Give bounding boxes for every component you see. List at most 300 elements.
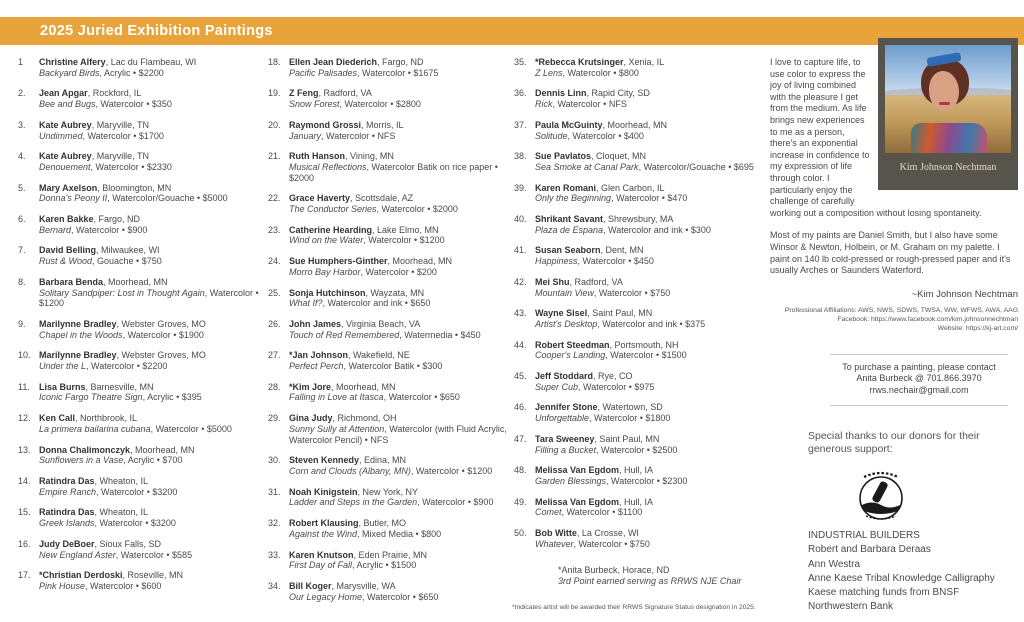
entry-title-line (289, 235, 445, 246)
entry-number: 35. (514, 57, 527, 67)
painting-info: , Watercolor • $3200 (96, 486, 178, 497)
entry-body (289, 550, 427, 571)
entry-artist-line (39, 88, 172, 99)
entry-artist-line (289, 319, 481, 330)
painting-info: , Watercolor • $1100 (561, 507, 643, 518)
entry-number: 24. (268, 256, 281, 267)
sponsor-item: Northwestern Bank (808, 601, 894, 613)
artist-location: , Rye, CO (593, 371, 633, 382)
entry-number: 22. (268, 193, 281, 204)
entry-body (289, 256, 452, 277)
painting-info: , Watercolor • $1200 (363, 235, 445, 246)
entry-number: 6. (18, 214, 26, 225)
painting-info: , Watercolor Batik • $300 (343, 361, 443, 372)
entry-title-line (535, 476, 687, 487)
entry-title-line (39, 424, 232, 435)
artist-name: Dennis Linn (535, 88, 587, 99)
artist-location: , Lac du Flambeau, WI (105, 57, 197, 67)
entry-title-line (39, 361, 206, 372)
painting-title: Solitude (535, 130, 568, 141)
entry-artist-line (289, 581, 438, 592)
entry-artist-line (535, 245, 654, 256)
entry-body (289, 120, 404, 141)
entry-body (39, 88, 172, 109)
entry-number: 15. (18, 507, 31, 518)
painting-entry (268, 193, 512, 214)
artist-location: , Roseville, MN (122, 570, 184, 581)
artist-name: Judy DeBoer (39, 538, 95, 549)
painting-title: Only the Beginning (535, 193, 612, 204)
painting-title: Whatever (535, 538, 574, 549)
painting-info: , Watercolor • $975 (578, 381, 655, 392)
entry-number: 28. (268, 381, 281, 392)
entry-artist-line (39, 151, 172, 162)
painting-info: , Watercolor • $350 (95, 99, 172, 110)
painting-entry (18, 350, 260, 371)
artist-name: Robert Steedman (535, 339, 610, 350)
painting-entry (18, 151, 260, 172)
entry-title-line (39, 162, 172, 173)
entry-number: 10. (18, 350, 31, 361)
entry-number: 21. (268, 151, 281, 162)
painting-title: First Day of Fall (289, 560, 353, 571)
painting-info: , Watercolor • $750 (573, 538, 650, 549)
entry-artist-line (39, 319, 206, 330)
painting-info: , Watercolor • $450 (577, 256, 654, 267)
artist-location: , Rapid City, SD (586, 88, 650, 99)
painting-title: Garden Blessings (535, 475, 607, 486)
artist-name: David Belling (39, 245, 97, 256)
painting-info: , Watercolor • $400 (567, 130, 644, 141)
painting-title: Pink House (39, 580, 86, 591)
photo-figure-body (911, 123, 987, 153)
entry-number: 12. (18, 413, 31, 424)
artist-name: Paula McGuinty (535, 119, 603, 130)
entry-title-line (39, 256, 162, 267)
artist-sidebar (770, 38, 1018, 615)
entry-number: 2. (18, 88, 26, 99)
artist-location: , Fargo, ND (377, 57, 424, 67)
entry-artist-line (39, 277, 260, 288)
entry-body (289, 518, 441, 539)
painting-title: Musical Reflections (289, 161, 367, 172)
painting-title: Under the L (39, 361, 87, 372)
artist-name: Gina Judy (289, 413, 333, 424)
entry-number: 18. (268, 57, 281, 67)
affiliations-text: Professional Affiliations: AWS, NWS, SDWS, TWSA, WW, WFWS, AWA, AAG (784, 306, 1018, 314)
entry-body (535, 183, 687, 204)
painting-title: Solitary Sandpiper: Lost in Thought Again (39, 287, 205, 298)
entry-title-line (39, 99, 172, 110)
artist-location: , Wayzata, MN (365, 287, 425, 298)
artist-name: Noah Kinigstein (289, 486, 358, 497)
paintings-column-3 (514, 57, 766, 560)
entry-body (289, 382, 460, 403)
entry-body (535, 340, 687, 361)
entry-number: 49. (514, 496, 527, 507)
painting-title: Z Lens (535, 67, 563, 78)
special-entry-anita-burbeck (558, 565, 741, 586)
painting-title: Sunflowers in a Vase (39, 455, 124, 466)
artist-location: , Fargo, ND (93, 214, 141, 225)
painting-title: New England Aster (39, 549, 116, 560)
entry-title-line (289, 330, 481, 341)
painting-title: Empire Ranch (39, 486, 97, 497)
artist-name: Jean Apgar (39, 88, 88, 99)
painting-title: What If? (289, 298, 323, 309)
entry-title-line (535, 319, 705, 330)
painting-title: Filling a Bucket (535, 444, 597, 455)
painting-info: , Acrylic • $2200 (99, 67, 164, 78)
entry-artist-line (535, 57, 664, 68)
artist-location: , Saint Paul, MN (594, 433, 660, 444)
entry-artist-line (535, 120, 667, 131)
painting-title: Chapel in the Woods (39, 329, 123, 340)
painting-entry (268, 350, 512, 371)
entry-number: 38. (514, 151, 527, 162)
sponsor-item: Ann Westra (808, 558, 861, 570)
entry-title-line (535, 413, 670, 424)
entry-body (535, 434, 677, 455)
entry-body (535, 402, 670, 423)
painting-info: , Acrylic • $1500 (352, 560, 417, 571)
entry-title-line (535, 225, 711, 236)
artist-name: Jeff Stoddard (535, 371, 594, 382)
painting-info: , Gouache • $750 (92, 256, 162, 267)
painting-info: , Watercolor • $2800 (339, 99, 421, 110)
artist-name: *Kim Jore (289, 381, 332, 392)
entry-body (535, 371, 654, 392)
artist-name: Melissa Van Egdom (535, 496, 620, 507)
artist-location: , Webster Groves, MO (116, 318, 206, 329)
entry-body (39, 413, 232, 434)
entry-number: 4. (18, 151, 26, 162)
artist-location: , Edina, MN (359, 455, 407, 466)
painting-title: Pacific Palisades (289, 67, 358, 78)
artist-location: , Moorhead, MN (103, 276, 168, 287)
entry-number: 29. (268, 413, 281, 424)
painting-title: Mountain View (535, 287, 594, 298)
painting-title: Plaza de Espana (535, 224, 604, 235)
statement-paragraph-1: I love to capture life, to use color to express the joy of living combined with the pleasure I get from the medium. As life brings new experiences to me as a person, there's an exponential increase in confidence to my expression of life through color. I particularly enjoy the challenge of carefully working out a composition without losing spontaneity. (770, 57, 982, 218)
painting-info: , Watercolor • $1700 (82, 130, 164, 141)
artist-name: Ken Call (39, 413, 76, 424)
artist-location: , Moorhead, MN (387, 256, 453, 267)
artist-name: Ellen Jean Diederich (289, 57, 378, 67)
painting-info: , Watercolor/Gouache • $695 (638, 161, 754, 172)
painting-info: , Watercolor • $2300 (606, 475, 688, 486)
entry-title-line (289, 497, 493, 508)
entry-artist-line (289, 225, 445, 236)
painting-info: , Watercolor • $3200 (94, 518, 176, 529)
painting-title: Wind on the Water (289, 235, 364, 246)
entry-artist-line (535, 183, 687, 194)
artist-location: , Moorhead, MN (130, 444, 195, 455)
painting-info: , Watercolor • $2330 (90, 161, 172, 172)
entry-number: 26. (268, 318, 281, 329)
painting-title: Snow Forest (289, 99, 340, 110)
entry-body (289, 225, 445, 246)
artist-name: Karen Knutson (289, 549, 354, 560)
entry-number: 50. (514, 528, 527, 539)
painting-title: Undimmed (39, 130, 83, 141)
artist-location: , Marysville, WA (331, 580, 396, 591)
painting-title: Rick (535, 99, 553, 110)
entry-title-line (535, 445, 677, 456)
painting-entry (268, 382, 512, 403)
entry-number: 27. (268, 350, 281, 361)
entry-body (39, 277, 260, 309)
entry-artist-line (39, 445, 195, 456)
entry-artist-line (39, 350, 206, 361)
painting-info: , Watercolor • $1800 (589, 413, 671, 424)
facebook-link: Facebook: https://www.facebook.com/kim.johnsonnechtman (837, 315, 1018, 323)
entry-artist-line (535, 151, 754, 162)
entry-number: 39. (514, 182, 527, 193)
entry-title-line (39, 330, 206, 341)
entry-number: 30. (268, 455, 281, 466)
artist-location: , Scottsdale, AZ (350, 193, 414, 204)
painting-title: Artist's Desktop (535, 318, 598, 329)
paintings-column-1 (18, 57, 260, 602)
artist-name: Christine Alfery (39, 57, 106, 67)
artist-name: Kate Aubrey (39, 151, 92, 162)
painting-info: , Watercolor • $650 (383, 392, 460, 403)
artist-location: , Webster Groves, MO (116, 350, 206, 361)
website-link: Website: https://kj-art.com/ (937, 325, 1018, 333)
entry-artist-line (39, 539, 192, 550)
entry-body (39, 245, 162, 266)
artist-name: Donna Chalimonczyk (39, 444, 131, 455)
entry-body (535, 151, 754, 172)
painting-entry (18, 319, 260, 340)
painting-entry (268, 151, 512, 183)
artist-location: , Rockford, IL (87, 88, 142, 99)
painting-entry (18, 507, 260, 528)
entry-number: 23. (268, 224, 281, 235)
painting-entry (268, 487, 512, 508)
entry-artist-line (289, 57, 438, 68)
entry-artist-line (289, 193, 458, 204)
artist-name: Melissa Van Egdom (535, 465, 620, 476)
entry-number: 31. (268, 486, 281, 497)
entry-title-line (535, 162, 754, 173)
entry-body (289, 455, 492, 476)
entry-title-line (39, 487, 177, 498)
entry-title-line (39, 131, 164, 142)
painting-info: , Mixed Media • $800 (356, 528, 442, 539)
entry-number: 40. (514, 214, 527, 225)
artist-location: , Radford, VA (569, 276, 623, 287)
artist-name: *Jan Johnson (289, 350, 349, 361)
entry-artist-line (39, 214, 147, 225)
painting-title: Happiness (535, 256, 578, 267)
entry-title-line (289, 267, 452, 278)
entry-title-line (39, 550, 192, 561)
painting-entry (514, 183, 766, 204)
entry-title-line (289, 162, 512, 183)
entry-title-line (289, 99, 421, 110)
entry-number: 44. (514, 339, 527, 350)
artist-location: , Sioux Falls, SD (94, 538, 162, 549)
page-title: 2025 Juried Exhibition Paintings (40, 23, 273, 39)
sponsor-item: Robert and Barbara Deraas (808, 544, 931, 556)
entry-body (535, 245, 654, 266)
painting-entry (514, 434, 766, 455)
entry-title-line (39, 392, 202, 403)
artist-location: , Moorhead, MN (602, 119, 668, 130)
entry-number: 19. (268, 88, 281, 99)
donor-thanks-text: Special thanks to our donors for their generous support: (808, 429, 980, 456)
painting-info: , Watercolor • $1200 (39, 287, 259, 309)
entry-title-line (289, 560, 427, 571)
entry-artist-line (535, 308, 705, 319)
entry-artist-line (535, 88, 650, 99)
artist-name: Shrikant Savant (535, 214, 604, 225)
entry-artist-line (535, 434, 677, 445)
entry-body (39, 183, 228, 204)
entry-title-line (39, 455, 195, 466)
artist-name: Robert Klausing (289, 518, 359, 529)
painting-entry (514, 151, 766, 172)
entry-artist-line (39, 570, 183, 581)
artist-name: Ruth Hanson (289, 151, 345, 162)
painting-title: Perfect Perch (289, 361, 344, 372)
artist-location: , Lake Elmo, MN (372, 224, 439, 235)
painting-entry (514, 277, 766, 298)
entry-artist-line (39, 245, 162, 256)
entry-number: 1 (18, 57, 24, 67)
artist-location: , Cloquet, MN (591, 151, 647, 162)
artist-location: , Wakefield, NE (348, 350, 410, 361)
entry-number: 42. (514, 276, 527, 287)
entry-body (39, 382, 202, 403)
entry-body (535, 120, 667, 141)
painting-info: , Watercolor • $650 (362, 591, 439, 602)
artist-location: , La Crosse, WI (576, 528, 639, 539)
painting-title: Touch of Red Remembered (289, 329, 400, 340)
entry-title-line (289, 592, 438, 603)
entry-artist-line (535, 528, 650, 539)
entry-title-line (535, 256, 654, 267)
painting-entry (18, 382, 260, 403)
entry-artist-line (289, 120, 404, 131)
painting-entry (268, 455, 512, 476)
artist-name: Z Feng (289, 88, 319, 99)
painting-entry (514, 120, 766, 141)
entry-artist-line (39, 57, 196, 68)
artist-name: Barbara Benda (39, 276, 104, 287)
painting-entry (268, 413, 512, 445)
purchase-line1: To purchase a painting, please contact (842, 361, 996, 372)
entry-number: 9. (18, 318, 26, 329)
photo-figure-lips (939, 102, 950, 105)
painting-info: , Acrylic • $395 (142, 392, 202, 403)
painting-info: , Watercolor and ink • $300 (603, 224, 711, 235)
artist-name: Karen Romani (535, 182, 597, 193)
entry-artist-line (39, 413, 232, 424)
painting-title: Rust & Wood (39, 256, 93, 267)
artist-location: , Wheaton, IL (94, 475, 149, 486)
artist-name: John James (289, 318, 342, 329)
artist-location: , Morris, IL (361, 119, 404, 130)
entry-artist-line (289, 382, 460, 393)
painting-entry (18, 57, 260, 78)
entry-body (289, 487, 493, 508)
artist-location: , New York, NY (357, 486, 419, 497)
painting-title: Sea Smoke at Canal Park (535, 161, 639, 172)
entry-body (289, 151, 512, 183)
painting-title: La primera bailarina cubana (39, 423, 151, 434)
artist-name: Lisa Burns (39, 381, 86, 392)
painting-entry (18, 539, 260, 560)
entry-body (39, 350, 206, 371)
artist-name: Raymond Grossi (289, 119, 362, 130)
artist-name: Mary Axelson (39, 182, 98, 193)
artist-name: Kate Aubrey (39, 119, 92, 130)
artist-location: , Eden Prairie, MN (353, 549, 428, 560)
artist-location: , Shrewsbury, MA (603, 214, 674, 225)
entry-artist-line (289, 151, 512, 162)
photo-figure-face (929, 71, 959, 111)
painting-entry (18, 88, 260, 109)
painting-title: Our Legacy Home (289, 591, 363, 602)
artist-location: , Richmond, OH (332, 413, 397, 424)
artist-name: Sue Pavlatos (535, 151, 592, 162)
purchase-email: rrws.nechair@gmail.com (869, 385, 969, 396)
entry-body (535, 308, 705, 329)
entry-title-line (39, 68, 196, 79)
sponsor-item: Kaese matching funds from BNSF (808, 587, 960, 599)
artist-location: , Hull, IA (619, 465, 654, 476)
artist-location: , Moorhead, MN (331, 381, 396, 392)
entry-artist-line (535, 277, 670, 288)
painting-info: , Watercolor • $2000 (376, 204, 458, 215)
painting-title: Iconic Fargo Theatre Sign (39, 392, 143, 403)
painting-title: Cooper's Landing (535, 350, 606, 361)
painting-title: Unforgettable (535, 413, 590, 424)
artist-location: , Maryville, TN (91, 151, 150, 162)
artist-name: Sonja Hutchinson (289, 287, 366, 298)
entry-title-line (289, 361, 442, 372)
artist-photo-frame (878, 38, 1018, 190)
painting-entry (18, 277, 260, 309)
artist-location: , Virginia Beach, VA (341, 318, 421, 329)
purchase-contact-box (830, 354, 1008, 406)
sponsor-item: Anne Kaese Tribal Knowledge Calligraphy (808, 572, 995, 584)
painting-title: January (289, 130, 322, 141)
entry-title-line (289, 298, 430, 309)
painting-entry (514, 371, 766, 392)
entry-number: 16. (18, 538, 31, 549)
artist-location: , Portsmouth, NH (609, 339, 679, 350)
entry-number: 46. (514, 402, 527, 413)
painting-info: , Watercolor • $1200 (410, 465, 493, 476)
entry-body (535, 214, 711, 235)
entry-artist-line (289, 455, 492, 466)
statement-paragraph-2: Most of my paints are Daniel Smith, but I also have some Winsor & Newton, Holbein, or M. Graham on my palette. I paint on 140 lb cold-pressed or rough-pressed paper and it's usually Arches or Saunders Waterford. (770, 230, 1011, 276)
painting-info: , Watercolor • $750 (593, 287, 671, 298)
artist-name: Catherine Hearding (289, 224, 373, 235)
painting-title: Comet (535, 507, 562, 518)
entry-title-line (289, 204, 458, 215)
artist-name: Marilynne Bradley (39, 350, 117, 361)
entry-number: 20. (268, 119, 281, 130)
entry-title-line (39, 581, 183, 592)
painting-entry (514, 57, 766, 78)
entry-body (289, 413, 512, 445)
painting-info: , Watercolor • $200 (360, 266, 437, 277)
